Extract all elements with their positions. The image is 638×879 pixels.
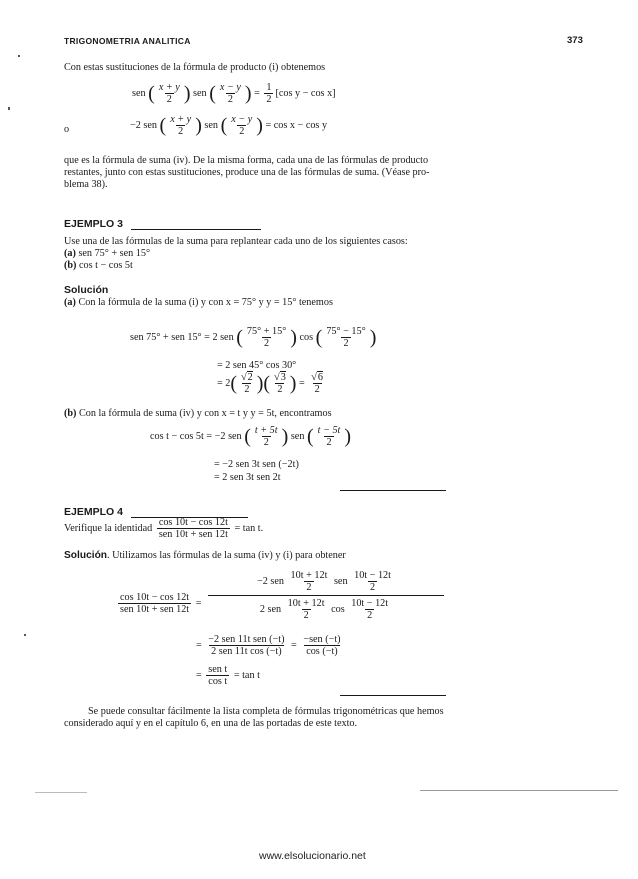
example-3-case-a: (a) sen 75° + sen 15° — [64, 248, 151, 259]
ex3-eq-4: cos t − cos 5t = −2 sen ( $\frac{t + 5t}{2}$ ) sen ( $\frac{t - 5t}{2}$ ) — [150, 425, 352, 448]
equation-2: −2 sen ( $\frac{x + y}{2}$ ) sen ( $\frac{x - y}{2}$ ) = cos x − cos y — [130, 114, 328, 137]
ex3-eq-5: = −2 sen 3t sen (−2t) — [214, 459, 299, 470]
equation-1: sen ( $\frac{x + y}{2}$ ) sen ( $\frac{x - y}{2}$ ) = $\frac{1}{2}$ [cos y − cos x] — [132, 82, 336, 105]
ex4-big-numerator: −2 sen $\frac{10t + 12t}{2}$ sen $\frac{10t - 12t}{2}$ — [257, 570, 391, 593]
footer-url: www.elsolucionario.net — [259, 850, 366, 862]
example-3-title: EJEMPLO 3 — [64, 218, 123, 230]
ex4-step-2: = $\frac{\text{−2 sen 11t sen (−t)}}{\text{2 sen 11t cos (−t)}}$ = $\frac{\text{−sen (−t)}}{\cos (-t)}$ — [196, 634, 341, 657]
scan-dot — [8, 107, 10, 110]
scan-line — [35, 792, 87, 793]
para1-line-3: blema 38). — [64, 179, 108, 190]
scan-dot — [24, 634, 26, 636]
ex4-big-frac — [208, 570, 444, 621]
example-4-identity: Verifique la identidad $\frac{\cos 10t - \cos 12t}{\text{sen 10t + sen 12t}}$ = tan t. — [64, 517, 264, 540]
eq1-rhs: [cos y − cos x] — [275, 87, 336, 99]
example-3-end-rule — [340, 490, 446, 491]
para1-line-2: restantes, junto con estas sustituciones, produce una de las fórmulas de suma. (Véase pro- — [64, 167, 430, 178]
ex3-eq-6: = 2 sen 3t sen 2t — [214, 472, 281, 483]
example-4-title: EJEMPLO 4 — [64, 506, 123, 518]
page-number: 373 — [567, 35, 583, 46]
ex3-eq-3: = 2( $\frac{√2}{2}$ )( $\frac{√3}{2}$ ) = $\frac{√6}{2}$ — [217, 372, 323, 395]
eq1-sen: sen — [132, 87, 146, 99]
example-3-case-b: (b) cos t − cos 5t — [64, 260, 133, 271]
eq1-frac-1: $\frac{x + y}{2}$ — [158, 82, 180, 105]
scan-line — [420, 790, 618, 791]
example-3-solution-a: (a) Con la fórmula de la suma (i) y con x = 75° y y = 15° tenemos — [64, 297, 333, 308]
intro-text: Con estas sustituciones de la fórmula de producto (i) obtenemos — [64, 62, 326, 73]
scan-dot — [18, 55, 20, 57]
example-3-solution-b: (b) Con la fórmula de suma (iv) y con x = t y y = 5t, encontramos — [64, 408, 332, 419]
example-4-solution-line: Solución. Utilizamos las fórmulas de la suma (iv) y (i) para obtener — [64, 550, 346, 561]
closing-line-1: Se puede consultar fácilmente la lista completa de fórmulas trigonométricas que hemos — [88, 706, 444, 717]
eq1-half: $\frac{1}{2}$ — [266, 82, 272, 105]
ex4-big-denominator: 2 sen $\frac{10t + 12t}{2}$ cos $\frac{10t - 12t}{2}$ — [259, 598, 389, 621]
example-3-solution-title: Solución — [64, 284, 109, 296]
ex3-eq-1: sen 75° + sen 15° = 2 sen ( $\frac{75^\circ + 15^\circ}{2}$ ) cos ( $\frac{75^\circ - 15^\circ}{2}$ ) — [130, 326, 377, 349]
ex3-eq-2: = 2 sen 45° cos 30° — [217, 360, 297, 371]
example-3-rule — [131, 229, 261, 230]
closing-line-2: considerado aquí y en el capítulo 6, en una de las portadas de este texto. — [64, 718, 358, 729]
para1-line-1: que es la fórmula de suma (iv). De la misma forma, cada una de las fórmulas de producto — [64, 155, 429, 166]
eq1-frac-2: $\frac{x - y}{2}$ — [219, 82, 241, 105]
or-word: o — [64, 124, 70, 135]
example-3-prompt: Use una de las fórmulas de la suma para replantear cada uno de los siguientes casos: — [64, 236, 408, 247]
ex4-step-3: = $\frac{\text{sen t}}{\text{cos t}}$ = tan t — [196, 664, 260, 687]
ex4-lhs-frac: $\frac{\cos 10t - \cos 12t}{\text{sen 10t + sen 12t}}$ = — [120, 592, 202, 615]
example-4-end-rule — [340, 695, 446, 696]
running-header: TRIGONOMETRIA ANALITICA — [64, 36, 191, 46]
